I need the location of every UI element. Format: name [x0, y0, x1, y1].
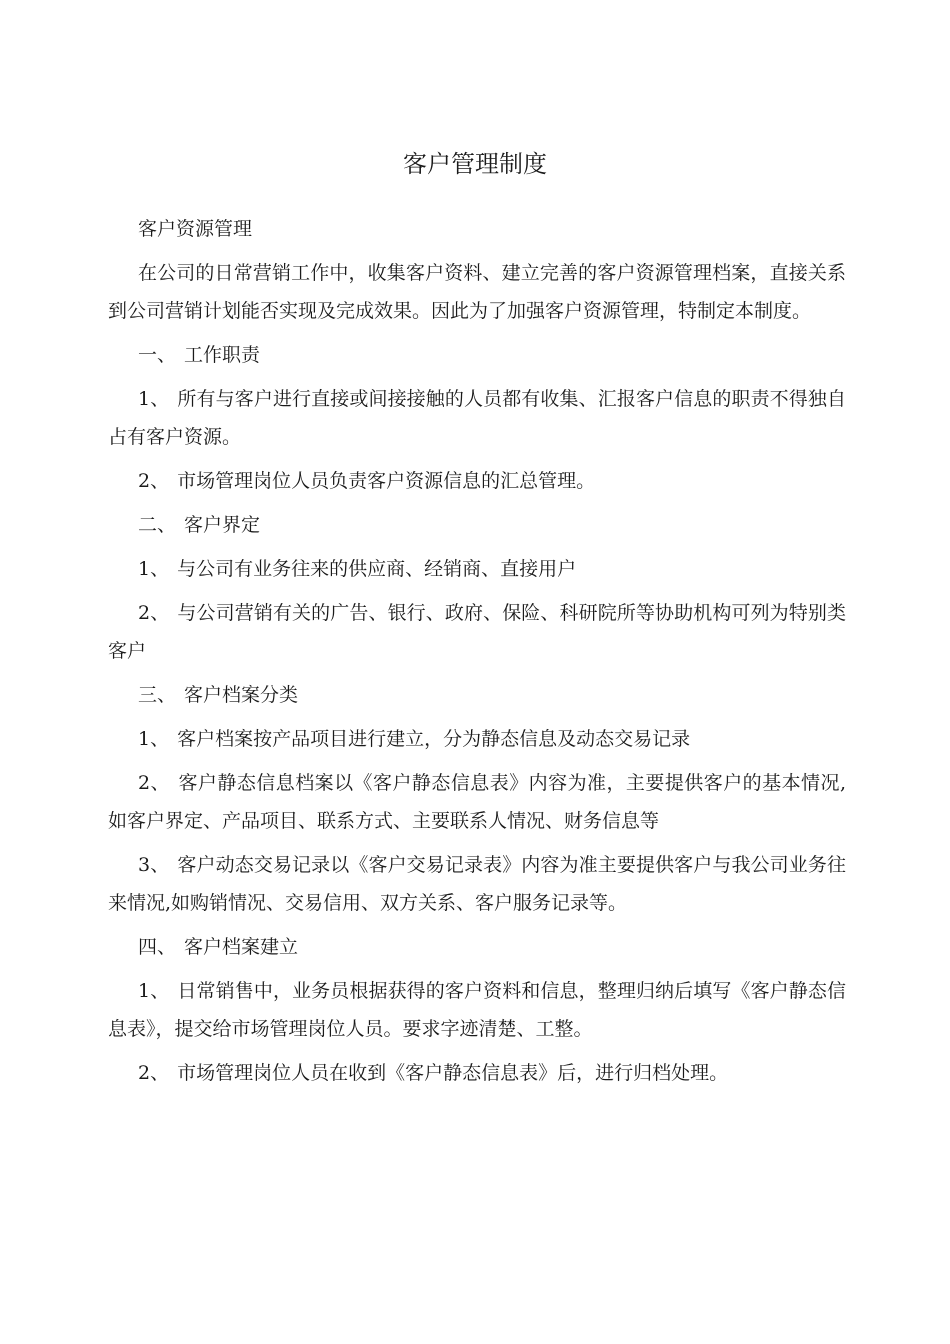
section-heading [108, 336, 846, 374]
section-title: 客户界定 [184, 514, 261, 536]
section-heading [108, 676, 846, 714]
section-heading [108, 506, 846, 544]
document-body [108, 210, 846, 1098]
section-number: 四、 [138, 936, 177, 958]
item-number: 2、 [138, 772, 170, 794]
item-text: 市场管理岗位人员在收到《客户静态信息表》后，进行归档处理。 [177, 1062, 729, 1084]
list-item [108, 462, 846, 500]
intro-paragraph: 在公司的日常营销工作中，收集客户资料、建立完善的客户资源管理档案，直接关系到公司营销计划能否实现及完成效果。因此为了加强客户资源管理，特制定本制度。 [108, 262, 846, 322]
item-number: 1、 [138, 980, 170, 1002]
list-item [108, 380, 846, 456]
list-item [108, 720, 846, 758]
item-text: 与公司营销有关的广告、银行、政府、保险、科研院所等协助机构可列为特别类客户 [108, 602, 846, 662]
list-item [108, 972, 846, 1048]
item-number: 2、 [138, 1062, 170, 1084]
list-item [108, 594, 846, 670]
item-text: 日常销售中，业务员根据获得的客户资料和信息，整理归纳后填写《客户静态信息表》，提交给市场管理岗位人员。要求字迹清楚、工整。 [108, 980, 846, 1040]
section-number: 一、 [138, 344, 177, 366]
item-text: 市场管理岗位人员负责客户资源信息的汇总管理。 [177, 470, 596, 492]
section-title: 客户档案建立 [184, 936, 299, 958]
item-text: 所有与客户进行直接或间接接触的人员都有收集、汇报客户信息的职责不得独自占有客户资源。 [108, 388, 846, 448]
list-item [108, 846, 846, 922]
item-text: 客户静态信息档案以《客户静态信息表》内容为准，主要提供客户的基本情况,如客户界定、产品项目、联系方式、主要联系人情况、财务信息等 [108, 772, 846, 832]
section-title: 工作职责 [184, 344, 261, 366]
document-title: 客户管理制度 [403, 150, 547, 178]
section-number: 二、 [138, 514, 177, 536]
item-number: 3、 [138, 854, 170, 876]
list-item [108, 764, 846, 840]
item-text: 与公司有业务往来的供应商、经销商、直接用户 [177, 558, 577, 580]
item-number: 1、 [138, 728, 170, 750]
section-heading [108, 928, 846, 966]
list-item [108, 1054, 846, 1092]
item-number: 2、 [138, 602, 170, 624]
item-text: 客户动态交易记录以《客户交易记录表》内容为准主要提供客户与我公司业务往来情况,如购销情况、交易信用、双方关系、客户服务记录等。 [108, 854, 846, 914]
item-number: 2、 [138, 470, 170, 492]
section-number: 三、 [138, 684, 177, 706]
item-number: 1、 [138, 388, 170, 410]
section-title: 客户档案分类 [184, 684, 299, 706]
item-number: 1、 [138, 558, 170, 580]
list-item [108, 550, 846, 588]
intro-heading: 客户资源管理 [138, 218, 253, 240]
item-text: 客户档案按产品项目进行建立，分为静态信息及动态交易记录 [177, 728, 691, 750]
